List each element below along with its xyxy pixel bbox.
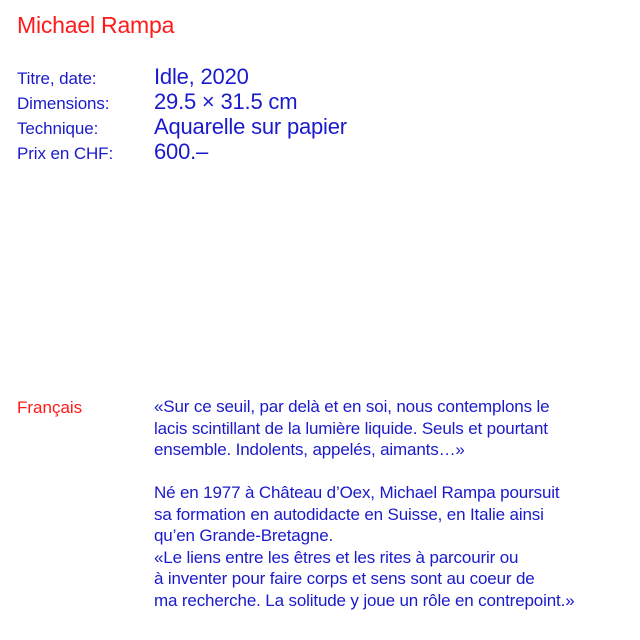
bio-line: Né en 1977 à Château d’Oex, Michael Rampa poursuit (154, 483, 560, 502)
description-text (154, 396, 634, 611)
bio-line: qu’en Grande-Bretagne. (154, 526, 334, 545)
spec-label-title: Titre, date: (17, 69, 97, 88)
quote-line: ensemble. Indolents, appelés, aimants…» (154, 440, 465, 459)
spec-value-title: Idle, 2020 (154, 64, 249, 89)
language-label: Français (17, 398, 83, 417)
quote-line: lacis scintillant de la lumière liquide. Seuls et pourtant (154, 418, 548, 438)
spec-label-price: Prix en CHF: (17, 144, 114, 163)
quote-line: «Sur ce seuil, par delà et en soi, nous contemplons le (154, 397, 550, 416)
spec-row-technique (17, 114, 627, 139)
bio-line: «Le liens entre les êtres et les rites à parcourir ou (154, 547, 519, 567)
spec-label-dimensions: Dimensions: (17, 94, 110, 113)
artwork-specs (17, 64, 627, 164)
spec-value-price: 600.– (154, 139, 209, 164)
bio-line: sa formation en autodidacte en Suisse, en Italie ainsi (154, 504, 544, 524)
artist-quote (154, 396, 634, 461)
spec-value-technique: Aquarelle sur papier (154, 114, 347, 139)
spec-value-dimensions: 29.5 × 31.5 cm (154, 89, 298, 114)
spec-row-title (17, 64, 627, 89)
spec-row-price (17, 139, 627, 164)
artist-bio (154, 482, 634, 611)
bio-line: ma recherche. La solitude y joue un rôle en contrepoint.» (154, 590, 575, 610)
spec-label-technique: Technique: (17, 119, 99, 138)
bio-line: à inventer pour faire corps et sens sont au coeur de (154, 569, 535, 588)
artist-name: Michael Rampa (17, 12, 175, 38)
paragraph-gap (154, 461, 634, 483)
spec-row-dimensions (17, 89, 627, 114)
